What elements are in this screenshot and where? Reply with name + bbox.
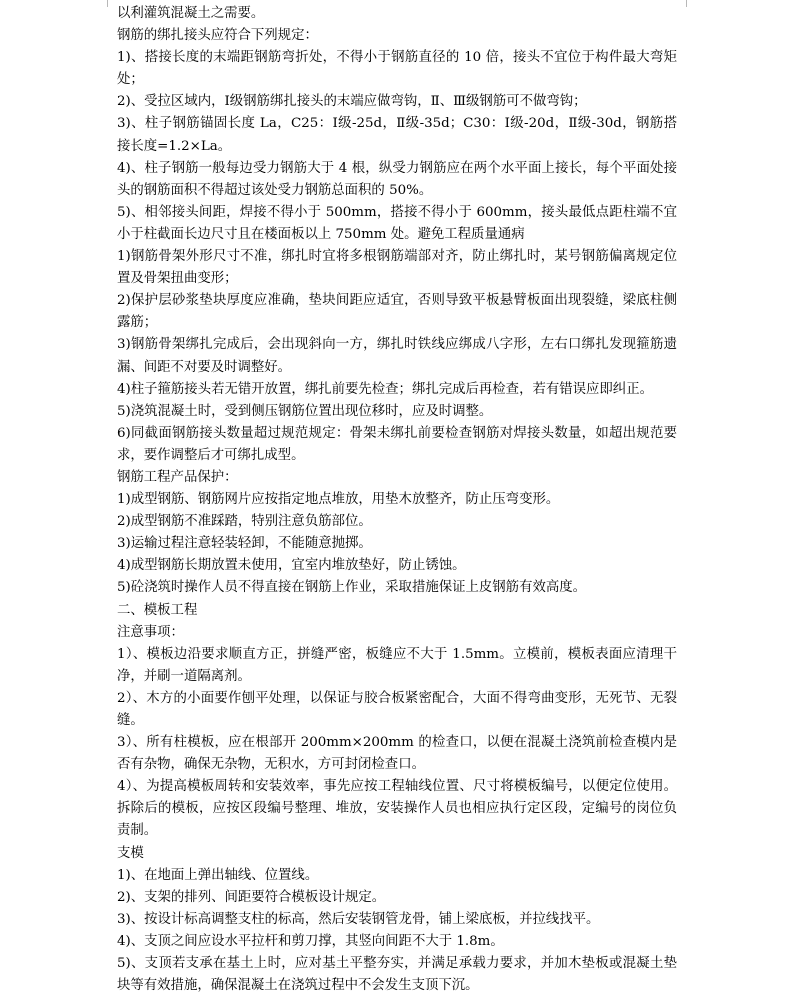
section-heading: 注意事项：: [117, 624, 184, 640]
list-item: 4)、支顶之间应设水平拉杆和剪刀撑，其竖向间距不大于 1.8m。: [117, 933, 504, 949]
paragraph: 以利灌筑混凝土之需要。: [117, 6, 265, 21]
list-item: 4)、柱子钢筋一般每边受力钢筋大于 4 根，纵受力钢筋应在两个水平面上接长，每个平面处接头的钢筋面积不得超过该处受力钢筋总面积的 50%。: [117, 160, 677, 198]
list-item: 4)成型钢筋长期放置未使用，宜室内堆放垫好，防止锈蚀。: [117, 558, 466, 574]
list-item: 2)成型钢筋不准踩踏，特别注意负筋部位。: [117, 514, 372, 530]
list-item: 3）、所有柱模板，应在根部开 200mm×200mm 的检查口，以便在混凝土浇筑前检查模内是否有杂物，确保无杂物，无积水，方可封闭检查口。: [117, 735, 677, 773]
list-item: 3)运输过程注意轻装轻卸，不能随意抛掷。: [117, 536, 372, 552]
list-item: 4)柱子箍筋接头若无错开放置，绑扎前要先检查；绑扎完成后再检查，若有错误应即纠正。: [117, 381, 653, 397]
list-item: 1)、搭接长度的末端距钢筋弯折处，不得小于钢筋直径的 10 倍，接头不宜位于构件最大弯矩处；: [117, 50, 677, 88]
section-heading: 钢筋工程产品保护：: [117, 469, 238, 485]
margin-corner-mark-left: [107, 0, 108, 7]
list-item: 5)浇筑混凝土时，受到侧压钢筋位置出现位移时，应及时调整。: [117, 403, 493, 419]
list-item: 5)、相邻接头间距，焊接不得小于 500mm，搭接不得小于 600mm，接头最低点距柱端不宜小于柱截面长边尺寸且在楼面板以上 750mm 处。避免工程质量通病: [117, 204, 677, 242]
list-item: 2)、支架的排列、间距要符合模板设计规定。: [117, 889, 386, 905]
list-item: 1)、在地面上弹出轴线、位置线。: [117, 867, 319, 883]
list-item: 5)、支顶若支承在基土上时，应对基土平整夯实，并满足承载力要求，并加木垫板或混凝土垫块等有效措施，确保混凝土在浇筑过程中不会发生支顶下沉。: [117, 956, 677, 994]
list-item: 3)钢筋骨架绑扎完成后，会出现斜向一方，绑扎时铁线应绑成八字形，左右口绑扎发现箍筋遗漏、间距不对要及时调整好。: [117, 337, 677, 375]
list-item: 1)钢筋骨架外形尺寸不准，绑扎时宜将多根钢筋端部对齐，防止绑扎时，某号钢筋偏离规定位置及骨架扭曲变形；: [117, 249, 677, 287]
list-item: 1)成型钢筋、钢筋网片应按指定地点堆放，用垫木放整齐，防止压弯变形。: [117, 492, 560, 508]
document-body[interactable]: [117, 3, 677, 997]
list-item: 2）、木方的小面要作刨平处理，以保证与胶合板紧密配合，大面不得弯曲变形，无死节、无裂缝。: [117, 690, 677, 728]
list-item: 3)、按设计标高调整支柱的标高，然后安装钢管龙骨，铺上梁底板，并拉线找平。: [117, 911, 600, 927]
margin-corner-mark-right: [686, 0, 687, 7]
list-item: 1）、模板边沿要求顺直方正，拼缝严密，板缝应不大于 1.5mm。立模前，模板表面应清理干净，并刷一道隔离剂。: [117, 646, 677, 684]
section-heading: 钢筋的绑扎接头应符合下列规定：: [117, 28, 318, 44]
section-heading: 支模: [117, 845, 144, 861]
chapter-heading: 二、模板工程: [117, 602, 198, 618]
list-item: 4）、为提高模板周转和安装效率，事先应按工程轴线位置、尺寸将模板编号，以便定位使用。拆除后的模板，应按区段编号整理、堆放，安装操作人员也相应执行定区段，定编号的岗位负责制。: [117, 779, 677, 839]
list-item: 3)、柱子钢筋锚固长度 La，C25：Ⅰ级-25d，Ⅱ级-35d；C30：Ⅰ级-20d，Ⅱ级-30d，钢筋搭接长度=1.2×La。: [117, 116, 677, 154]
list-item: 2)保护层砂浆垫块厚度应准确，垫块间距应适宜，否则导致平板悬臂板面出现裂缝，梁底柱侧露筋；: [117, 293, 677, 331]
list-item: 5)砼浇筑时操作人员不得直接在钢筋上作业，采取措施保证上皮钢筋有效高度。: [117, 580, 587, 596]
list-item: 2)、受拉区域内，Ⅰ级钢筋绑扎接头的末端应做弯钩，Ⅱ、Ⅲ级钢筋可不做弯钩；: [117, 94, 587, 110]
list-item: 6)同截面钢筋接头数量超过规范规定：骨架未绑扎前要检查钢筋对焊接头数量，如超出规范要求，要作调整后才可绑扎成型。: [117, 425, 677, 463]
